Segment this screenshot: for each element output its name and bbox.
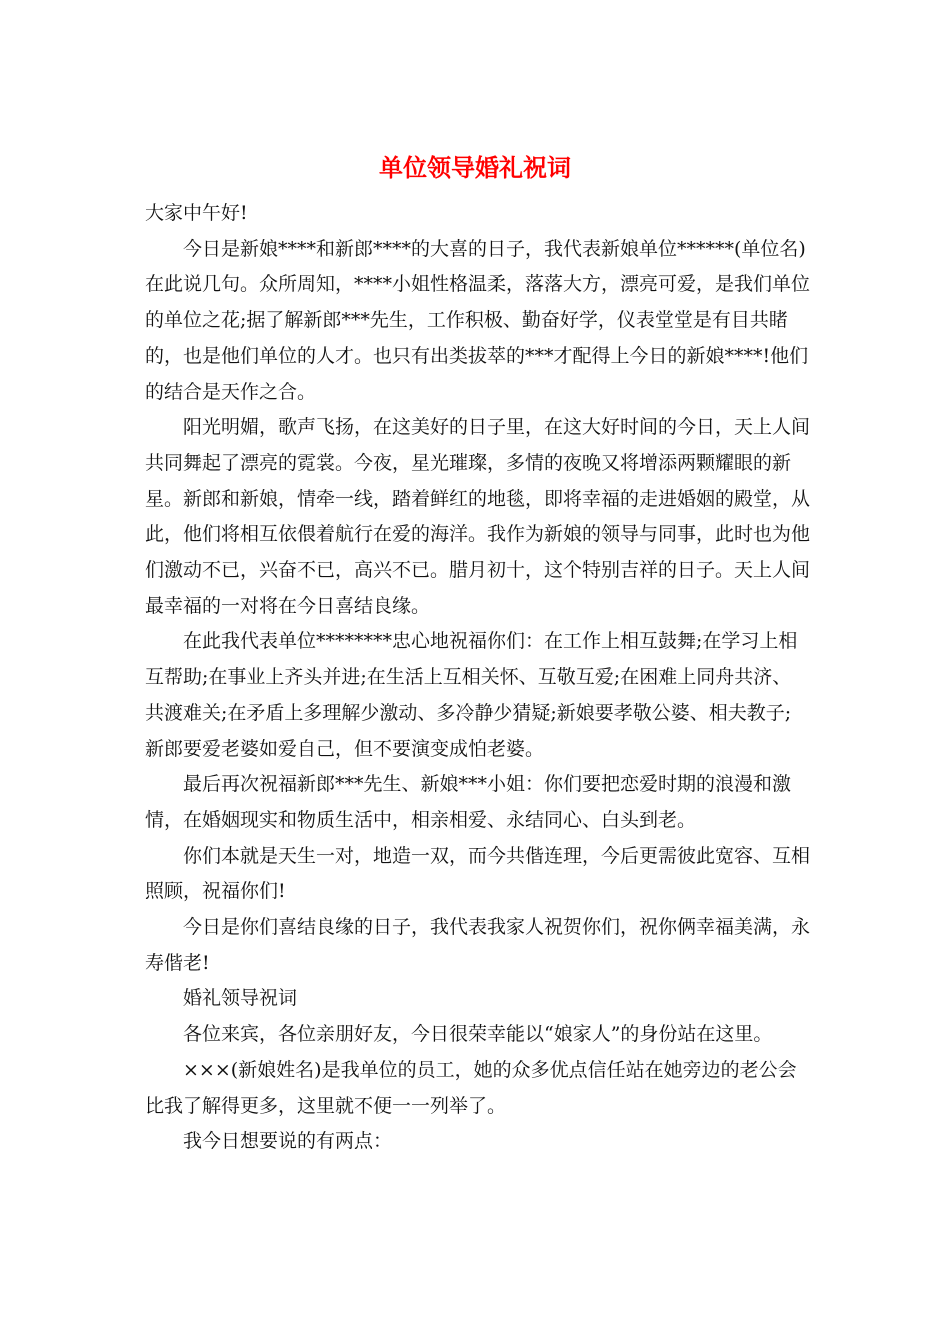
body-paragraph: 各位来宾，各位亲朋好友，今日很荣幸能以“娘家人”的身份站在这里。	[183, 1023, 773, 1046]
body-paragraph: ×××(新娘姓名)是我单位的员工，她的众多优点信任站在她旁边的老公会比我了解得更多，这里就不便一一列举了。	[145, 1058, 797, 1117]
body-paragraph: 我今日想要说的有两点：	[183, 1130, 393, 1153]
document-body	[145, 196, 810, 1160]
body-paragraph: 最后再次祝福新郎***先生、新娘***小姐：你们要把恋爱时期的浪漫和激情，在婚姻现实和物质生活中，相亲相爱、永结同心、白头到老。	[145, 773, 792, 831]
body-paragraph: 今日是你们喜结良缘的日子，我代表我家人祝贺你们，祝你俩幸福美满，永寿偕老!	[145, 916, 811, 974]
section-heading: 婚礼领导祝词	[183, 987, 298, 1010]
body-paragraph: 在此我代表单位********忠心地祝福你们：在工作上相互鼓舞;在学习上相互帮助;在事业上齐头并进;在生活上互相关怀、互敬互爱;在困难上同舟共济、共渡难关;在矛盾上多理解少激动、多冷静少猜疑;新娘要孝敬公婆、相夫教子;新郎要爱老婆如爱自己，但不要演变成怕老婆。	[145, 630, 798, 760]
body-paragraph: 你们本就是天生一对，地造一双，而今共偕连理，今后更需彼此宽容、互相照顾，祝福你们!	[145, 844, 811, 903]
greeting-paragraph: 大家中午好!	[145, 202, 248, 224]
body-paragraph: 今日是新娘****和新郎****的大喜的日子，我代表新娘单位******(单位名)在此说几句。众所周知，****小姐性格温柔，落落大方，漂亮可爱，是我们单位的单位之花;据了解新郎***先生，工作积极、勤奋好学，仪表堂堂是有目共睹的，也是他们单位的人才。也只有出类拔萃的***才配得上今日的新娘****!他们的结合是天作之合。	[145, 237, 811, 403]
body-paragraph: 阳光明媚，歌声飞扬，在这美好的日子里，在这大好时间的今日，天上人间共同舞起了漂亮的霓裳。今夜，星光璀璨，多情的夜晚又将增添两颗耀眼的新星。新郎和新娘，情牵一线，踏着鲜红的地毯，即将幸福的走进婚姻的殿堂，从此，他们将相互依偎着航行在爱的海洋。我作为新娘的领导与同事，此时也为他们激动不已，兴奋不已，高兴不已。腊月初十，这个特别吉祥的日子。天上人间最幸福的一对将在今日喜结良缘。	[145, 416, 811, 617]
document-title: 单位领导婚礼祝词	[379, 153, 571, 182]
